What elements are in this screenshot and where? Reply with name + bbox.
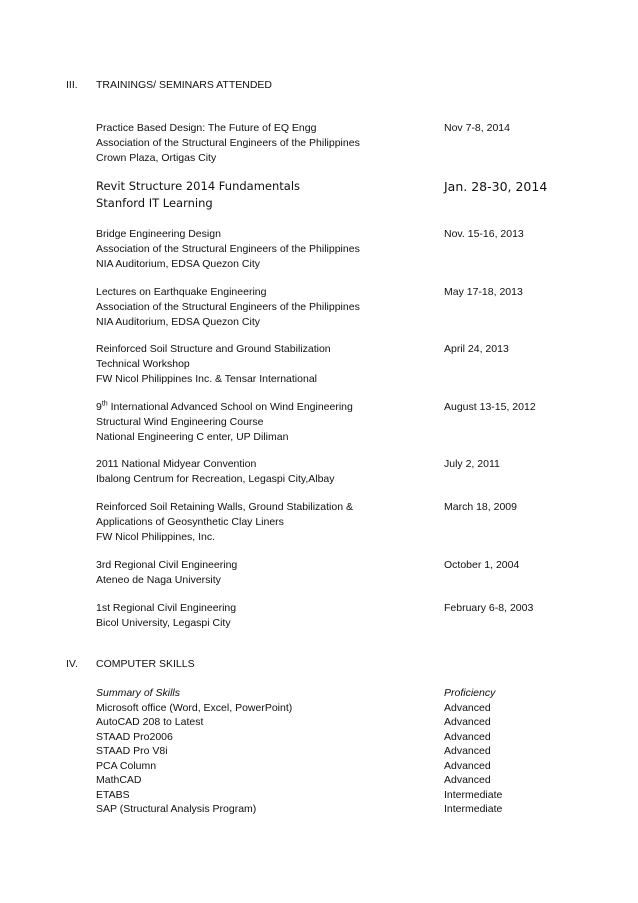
- skill-name: MathCAD: [96, 774, 142, 786]
- training-title-ordinal: th: [101, 400, 108, 408]
- skill-name: STAAD Pro2006: [96, 730, 173, 743]
- training-title-continued: Applications of Geosynthetic Clay Liners: [96, 516, 284, 528]
- training-entry: [96, 457, 576, 487]
- section-title-trainings: TRAININGS/ SEMINARS ATTENDED: [96, 79, 272, 91]
- training-venue: NIA Auditorium, EDSA Quezon City: [96, 258, 260, 270]
- skill-proficiency: Advanced: [444, 730, 491, 743]
- training-venue: Ateneo de Naga University: [96, 574, 221, 586]
- training-title: Lectures on Earthquake Engineering: [96, 286, 267, 298]
- training-entry: [96, 227, 576, 272]
- training-date: Nov. 15-16, 2013: [444, 228, 524, 240]
- training-venue: Ibalong Centrum for Recreation, Legaspi City,Albay: [96, 473, 335, 485]
- training-entry: [96, 400, 576, 445]
- skill-row: [96, 715, 576, 730]
- skill-row: [96, 701, 576, 716]
- training-title-rest: International Advanced School on Wind Engineering: [107, 401, 353, 413]
- training-date: July 2, 2011: [444, 458, 500, 470]
- skill-row: [96, 730, 576, 745]
- training-subtitle: Structural Wind Engineering Course: [96, 416, 264, 428]
- training-title: Reinforced Soil Structure and Ground Stabilization: [96, 343, 331, 355]
- skill-proficiency: Advanced: [444, 759, 491, 772]
- training-organizer: FW Nicol Philippines Inc. & Tensar International: [96, 373, 317, 385]
- training-title: Bridge Engineering Design: [96, 228, 221, 240]
- training-title: 2011 National Midyear Convention: [96, 458, 257, 470]
- training-title: Revit Structure 2014 Fundamentals: [96, 179, 301, 193]
- training-venue: Crown Plaza, Ortigas City: [96, 152, 217, 164]
- skill-row: [96, 744, 576, 759]
- skills-column-header: Summary of Skills: [96, 687, 181, 699]
- skill-proficiency: Intermediate: [444, 788, 503, 801]
- training-organizer: Association of the Structural Engineers of the Philippines: [96, 137, 360, 149]
- skill-proficiency: Advanced: [444, 745, 491, 757]
- training-date: February 6-8, 2003: [444, 602, 534, 614]
- section-numeral-trainings: III.: [66, 79, 78, 91]
- skill-name: AutoCAD 208 to Latest: [96, 716, 204, 728]
- training-entry: [96, 121, 576, 166]
- training-venue: NIA Auditorium, EDSA Quezon City: [96, 316, 260, 328]
- training-title: Practice Based Design: The Future of EQ Engg: [96, 122, 317, 134]
- skill-row: [96, 773, 576, 788]
- training-organizer: Association of the Structural Engineers of the Philippines: [96, 301, 360, 313]
- training-venue: Bicol University, Legaspi City: [96, 617, 231, 629]
- skill-name: SAP (Structural Analysis Program): [96, 803, 257, 815]
- skill-proficiency: Advanced: [444, 774, 491, 786]
- training-entry: [96, 285, 576, 330]
- proficiency-column-header: Proficiency: [444, 687, 496, 699]
- training-organizer: FW Nicol Philippines, Inc.: [96, 531, 216, 543]
- training-date: Jan. 28-30, 2014: [444, 179, 548, 194]
- section-numeral-computer: IV.: [66, 658, 78, 670]
- skill-proficiency: Intermediate: [444, 803, 503, 815]
- skill-proficiency: Advanced: [444, 716, 491, 728]
- training-entry: [96, 178, 576, 212]
- skill-row: [96, 802, 576, 817]
- skill-name: STAAD Pro V8i: [96, 745, 168, 757]
- section-title-computer: COMPUTER SKILLS: [96, 658, 195, 670]
- skills-table: [96, 686, 576, 817]
- training-entry: [96, 500, 576, 545]
- training-entry: [96, 342, 576, 387]
- training-entry: [96, 601, 576, 631]
- training-title-number: 9: [96, 401, 102, 413]
- skill-proficiency: Advanced: [444, 701, 491, 714]
- training-venue: National Engineering C enter, UP Diliman: [96, 431, 289, 443]
- training-organizer: Stanford IT Learning: [96, 196, 213, 210]
- skill-row: [96, 759, 576, 774]
- training-subtitle: Technical Workshop: [96, 358, 190, 370]
- training-date: Nov 7-8, 2014: [444, 122, 510, 134]
- training-title: 3rd Regional Civil Engineering: [96, 559, 238, 571]
- training-title: 1st Regional Civil Engineering: [96, 602, 237, 614]
- training-organizer: Association of the Structural Engineers of the Philippines: [96, 243, 360, 255]
- skills-header-row: [96, 686, 576, 701]
- training-entry: [96, 558, 576, 588]
- training-date: August 13-15, 2012: [444, 401, 536, 413]
- skill-name: ETABS: [96, 788, 130, 801]
- training-date: April 24, 2013: [444, 343, 509, 355]
- training-date: May 17-18, 2013: [444, 286, 523, 298]
- training-title: Reinforced Soil Retaining Walls, Ground Stabilization &: [96, 501, 353, 513]
- training-date: March 18, 2009: [444, 501, 517, 513]
- skill-row: [96, 788, 576, 803]
- training-date: October 1, 2004: [444, 559, 520, 571]
- skill-name: PCA Column: [96, 759, 157, 772]
- skill-name: Microsoft office (Word, Excel, PowerPoint): [96, 701, 293, 714]
